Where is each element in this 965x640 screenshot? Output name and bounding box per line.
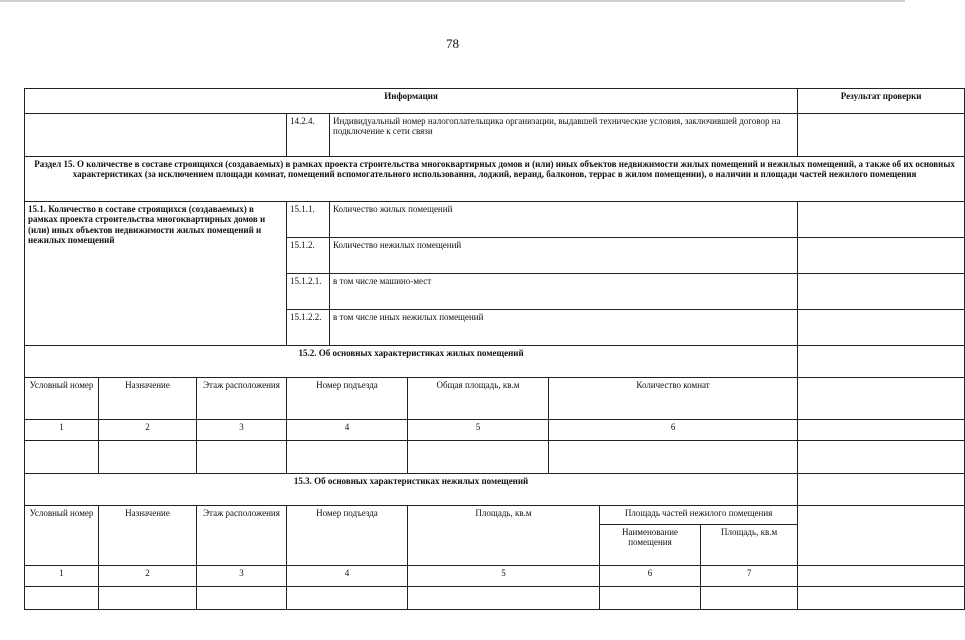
section-15-1-title: 15.1. Количество в составе строящихся (создаваемых) в рамках проекта строительства многоквартирных домов и (или) иных объектов недвижимости жилых помещений и нежилых помещений xyxy=(25,202,287,346)
item-text: в том числе машино-мест xyxy=(330,274,798,310)
section-15-2-title: 15.2. Об основных характеристиках жилых помещений xyxy=(25,346,798,378)
col-number: 4 xyxy=(287,566,408,587)
empty-cell[interactable] xyxy=(197,441,287,474)
section-15-2-row xyxy=(25,346,965,378)
section-15-title: Раздел 15. О количестве в составе строящихся (создаваемых) в рамках проекта строительства многоквартирных домов и (или) иных объектов недвижимости жилых помещений и нежилых помещений, а также об их основных характеристиках (за исключением площади комнат, помещений вспомогательного использования, лоджий, веранд, балконов, террас в жилом помещении), о наличии и площади частей нежилого помещения xyxy=(25,157,965,202)
result-cell[interactable] xyxy=(798,474,965,506)
row-14-2-4 xyxy=(25,114,965,157)
col-number: 6 xyxy=(549,420,798,441)
col-floor: Этаж расположения xyxy=(197,378,287,420)
item-code: 15.1.2.1. xyxy=(287,274,330,310)
s153-column-headers xyxy=(25,506,965,525)
inspection-table xyxy=(24,88,965,610)
result-cell[interactable] xyxy=(798,114,965,157)
col-area: Площадь, кв.м xyxy=(408,506,600,566)
empty-cell[interactable] xyxy=(99,587,197,610)
result-cell[interactable] xyxy=(798,587,965,610)
empty-cell[interactable] xyxy=(197,587,287,610)
empty-cell[interactable] xyxy=(600,587,701,610)
item-text: Индивидуальный номер налогоплательщика организации, выдавшей технические условия, заключившей договор на подключение к сети связи xyxy=(330,114,798,157)
section-15-3-title: 15.3. Об основных характеристиках нежилых помещений xyxy=(25,474,798,506)
col-purpose: Назначение xyxy=(99,506,197,566)
empty-cell[interactable] xyxy=(25,587,99,610)
result-cell[interactable] xyxy=(798,378,965,420)
page-number: 78 xyxy=(446,36,459,51)
col-entrance: Номер подъезда xyxy=(287,506,408,566)
col-parts-area: Площадь частей нежилого помещения xyxy=(600,506,798,525)
empty-cell[interactable] xyxy=(701,587,798,610)
result-cell[interactable] xyxy=(798,441,965,474)
col-number: 6 xyxy=(600,566,701,587)
col-purpose: Назначение xyxy=(99,378,197,420)
empty-cell[interactable] xyxy=(287,587,408,610)
col-number: 3 xyxy=(197,420,287,441)
header-row xyxy=(25,89,965,114)
empty-cell[interactable] xyxy=(408,441,549,474)
col-number: 3 xyxy=(197,566,287,587)
subcol-area: Площадь, кв.м xyxy=(701,525,798,566)
s153-number-row xyxy=(25,566,965,587)
row-15-1-1 xyxy=(25,202,965,238)
col-number: 1 xyxy=(25,420,99,441)
col-floor: Этаж расположения xyxy=(197,506,287,566)
result-cell[interactable] xyxy=(798,566,965,587)
s152-empty-row xyxy=(25,441,965,474)
col-total-area: Общая площадь, кв.м xyxy=(408,378,549,420)
col-entrance: Номер подъезда xyxy=(287,378,408,420)
empty-cell[interactable] xyxy=(408,587,600,610)
col-conditional-number: Условный номер xyxy=(25,506,99,566)
empty-cell[interactable] xyxy=(287,441,408,474)
section-15-row xyxy=(25,157,965,202)
col-number: 5 xyxy=(408,420,549,441)
col-number: 7 xyxy=(701,566,798,587)
empty-cell[interactable] xyxy=(549,441,798,474)
col-conditional-number: Условный номер xyxy=(25,378,99,420)
s152-column-headers xyxy=(25,378,965,420)
result-cell[interactable] xyxy=(798,346,965,378)
item-text: Количество нежилых помещений xyxy=(330,238,798,274)
result-cell[interactable] xyxy=(798,238,965,274)
result-cell[interactable] xyxy=(798,506,965,566)
col-number: 4 xyxy=(287,420,408,441)
empty-cell[interactable] xyxy=(25,441,99,474)
item-code: 15.1.2.2. xyxy=(287,310,330,346)
section-15-3-row xyxy=(25,474,965,506)
page-top-edge xyxy=(0,0,905,2)
empty-cell xyxy=(25,114,287,157)
result-cell[interactable] xyxy=(798,202,965,238)
subcol-room-name: Наименование помещения xyxy=(600,525,701,566)
item-code: 15.1.2. xyxy=(287,238,330,274)
empty-cell[interactable] xyxy=(99,441,197,474)
col-number: 1 xyxy=(25,566,99,587)
s153-empty-row xyxy=(25,587,965,610)
item-text: в том числе иных нежилых помещений xyxy=(330,310,798,346)
col-number: 2 xyxy=(99,566,197,587)
col-number: 2 xyxy=(99,420,197,441)
s152-number-row xyxy=(25,420,965,441)
item-text: Количество жилых помещений xyxy=(330,202,798,238)
result-cell[interactable] xyxy=(798,310,965,346)
item-code: 14.2.4. xyxy=(287,114,330,157)
col-number: 5 xyxy=(408,566,600,587)
header-info: Информация xyxy=(25,89,798,114)
item-code: 15.1.1. xyxy=(287,202,330,238)
header-result: Результат проверки xyxy=(798,89,965,114)
result-cell[interactable] xyxy=(798,274,965,310)
col-room-count: Количество комнат xyxy=(549,378,798,420)
result-cell[interactable] xyxy=(798,420,965,441)
